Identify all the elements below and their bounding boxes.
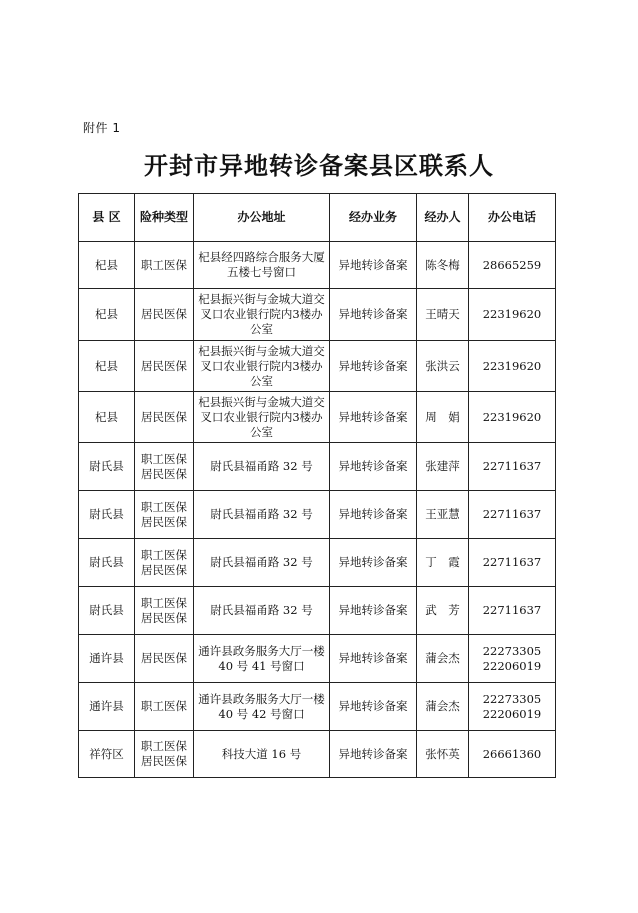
attachment-label: 附件 1 (83, 121, 121, 135)
header-handler: 经办人 (417, 194, 469, 242)
cell-county: 尉氏县 (79, 587, 135, 635)
table-body (79, 242, 556, 778)
cell-handler: 张洪云 (417, 341, 469, 392)
cell-office-phone-line: 22319620 (482, 307, 542, 321)
cell-office-phone (469, 587, 556, 635)
cell-insurance-type-line: 居民医保 (141, 409, 187, 424)
cell-county: 杞县 (79, 392, 135, 443)
cell-county: 杞县 (79, 341, 135, 392)
cell-office-phone-line: 28665259 (482, 257, 542, 272)
header-office-address: 办公地址 (194, 194, 330, 242)
cell-insurance-type-line: 职工医保 (141, 547, 187, 562)
table-row (79, 731, 556, 778)
cell-insurance-type (135, 587, 194, 635)
cell-county: 尉氏县 (79, 443, 135, 491)
cell-insurance-type-line: 职工医保 (141, 699, 187, 713)
cell-handler: 丁 霞 (417, 539, 469, 587)
cell-office-phone (469, 491, 556, 539)
header-county: 县 区 (79, 194, 135, 242)
cell-insurance-type-line: 居民医保 (141, 307, 187, 321)
cell-handler: 陈冬梅 (417, 242, 469, 289)
cell-office-phone (469, 731, 556, 778)
header-business: 经办业务 (330, 194, 417, 242)
table-row (79, 341, 556, 392)
cell-business: 异地转诊备案 (330, 392, 417, 443)
cell-insurance-type-line: 职工医保 (141, 595, 187, 610)
cell-county: 祥符区 (79, 731, 135, 778)
cell-office-phone (469, 289, 556, 341)
table-row (79, 491, 556, 539)
cell-office-phone (469, 635, 556, 683)
cell-office-address: 尉氏县福甬路 32 号 (194, 539, 330, 587)
cell-county: 杞县 (79, 289, 135, 341)
cell-handler: 周 娟 (417, 392, 469, 443)
cell-business: 异地转诊备案 (330, 587, 417, 635)
cell-insurance-type-line: 居民医保 (141, 514, 187, 529)
cell-handler: 蒲会杰 (417, 635, 469, 683)
header-insurance-type: 险种类型 (135, 194, 194, 242)
cell-business: 异地转诊备案 (330, 491, 417, 539)
cell-business: 异地转诊备案 (330, 731, 417, 778)
cell-office-phone-line: 22711637 (482, 459, 542, 473)
cell-insurance-type-line: 居民医保 (141, 562, 187, 577)
cell-office-phone-line: 22273305 (482, 691, 542, 706)
cell-insurance-type (135, 443, 194, 491)
table-header-row (79, 194, 556, 242)
table-row (79, 587, 556, 635)
cell-office-phone-line: 22319620 (482, 358, 542, 373)
cell-office-address: 杞县经四路综合服务大厦五楼七号窗口 (194, 242, 330, 289)
table-row (79, 242, 556, 289)
cell-office-phone-line: 22711637 (482, 603, 542, 617)
cell-business: 异地转诊备案 (330, 635, 417, 683)
cell-county: 通许县 (79, 635, 135, 683)
table-row (79, 635, 556, 683)
table-row (79, 683, 556, 731)
cell-office-address: 尉氏县福甬路 32 号 (194, 491, 330, 539)
cell-business: 异地转诊备案 (330, 443, 417, 491)
cell-office-phone-line: 22319620 (482, 409, 542, 424)
cell-office-phone (469, 242, 556, 289)
cell-handler: 王亚慧 (417, 491, 469, 539)
cell-handler: 王晴天 (417, 289, 469, 341)
cell-insurance-type-line: 职工医保 (141, 257, 187, 272)
header-office-phone: 办公电话 (469, 194, 556, 242)
cell-office-phone-line: 22711637 (482, 555, 542, 569)
cell-insurance-type (135, 539, 194, 587)
cell-insurance-type (135, 242, 194, 289)
cell-handler: 蒲会杰 (417, 683, 469, 731)
cell-business: 异地转诊备案 (330, 683, 417, 731)
cell-office-phone (469, 443, 556, 491)
cell-insurance-type-line: 居民医保 (141, 610, 187, 625)
cell-office-phone (469, 539, 556, 587)
cell-office-phone-line: 22273305 (482, 643, 542, 658)
cell-insurance-type-line: 居民医保 (141, 466, 187, 481)
cell-office-address: 科技大道 16 号 (194, 731, 330, 778)
cell-office-phone (469, 683, 556, 731)
cell-insurance-type (135, 289, 194, 341)
cell-county: 尉氏县 (79, 539, 135, 587)
document-title: 开封市异地转诊备案县区联系人 (144, 152, 494, 180)
cell-insurance-type-line: 居民医保 (141, 651, 187, 665)
cell-office-address: 尉氏县福甬路 32 号 (194, 443, 330, 491)
cell-insurance-type-line: 职工医保 (141, 451, 187, 466)
cell-insurance-type (135, 635, 194, 683)
contacts-table (78, 193, 556, 778)
cell-handler: 张怀英 (417, 731, 469, 778)
cell-county: 通许县 (79, 683, 135, 731)
table-row (79, 392, 556, 443)
cell-insurance-type (135, 341, 194, 392)
cell-insurance-type (135, 392, 194, 443)
cell-handler: 张建萍 (417, 443, 469, 491)
cell-office-phone (469, 341, 556, 392)
cell-office-address: 通许县政务服务大厅一楼 40 号 42 号窗口 (194, 683, 330, 731)
cell-office-phone-line: 22206019 (482, 658, 542, 673)
cell-office-address: 尉氏县福甬路 32 号 (194, 587, 330, 635)
cell-insurance-type-line: 居民医保 (141, 358, 187, 373)
cell-office-phone (469, 392, 556, 443)
cell-insurance-type-line: 居民医保 (141, 754, 187, 768)
cell-business: 异地转诊备案 (330, 539, 417, 587)
cell-insurance-type (135, 683, 194, 731)
cell-county: 杞县 (79, 242, 135, 289)
cell-office-phone-line: 22711637 (482, 507, 542, 521)
cell-business: 异地转诊备案 (330, 242, 417, 289)
table-row (79, 289, 556, 341)
cell-handler: 武 芳 (417, 587, 469, 635)
cell-office-address: 杞县振兴街与金城大道交叉口农业银行院内3楼办公室 (194, 392, 330, 443)
table-row (79, 539, 556, 587)
cell-business: 异地转诊备案 (330, 341, 417, 392)
cell-county: 尉氏县 (79, 491, 135, 539)
cell-insurance-type-line: 职工医保 (141, 739, 187, 753)
cell-insurance-type (135, 491, 194, 539)
table-row (79, 443, 556, 491)
cell-office-address: 杞县振兴街与金城大道交叉口农业银行院内3楼办公室 (194, 341, 330, 392)
cell-business: 异地转诊备案 (330, 289, 417, 341)
cell-office-address: 通许县政务服务大厅一楼 40 号 41 号窗口 (194, 635, 330, 683)
cell-insurance-type-line: 职工医保 (141, 499, 187, 514)
cell-insurance-type (135, 731, 194, 778)
cell-office-phone-line: 22206019 (482, 706, 542, 721)
cell-office-phone-line: 26661360 (482, 746, 542, 761)
cell-office-address: 杞县振兴街与金城大道交叉口农业银行院内3楼办公室 (194, 289, 330, 341)
